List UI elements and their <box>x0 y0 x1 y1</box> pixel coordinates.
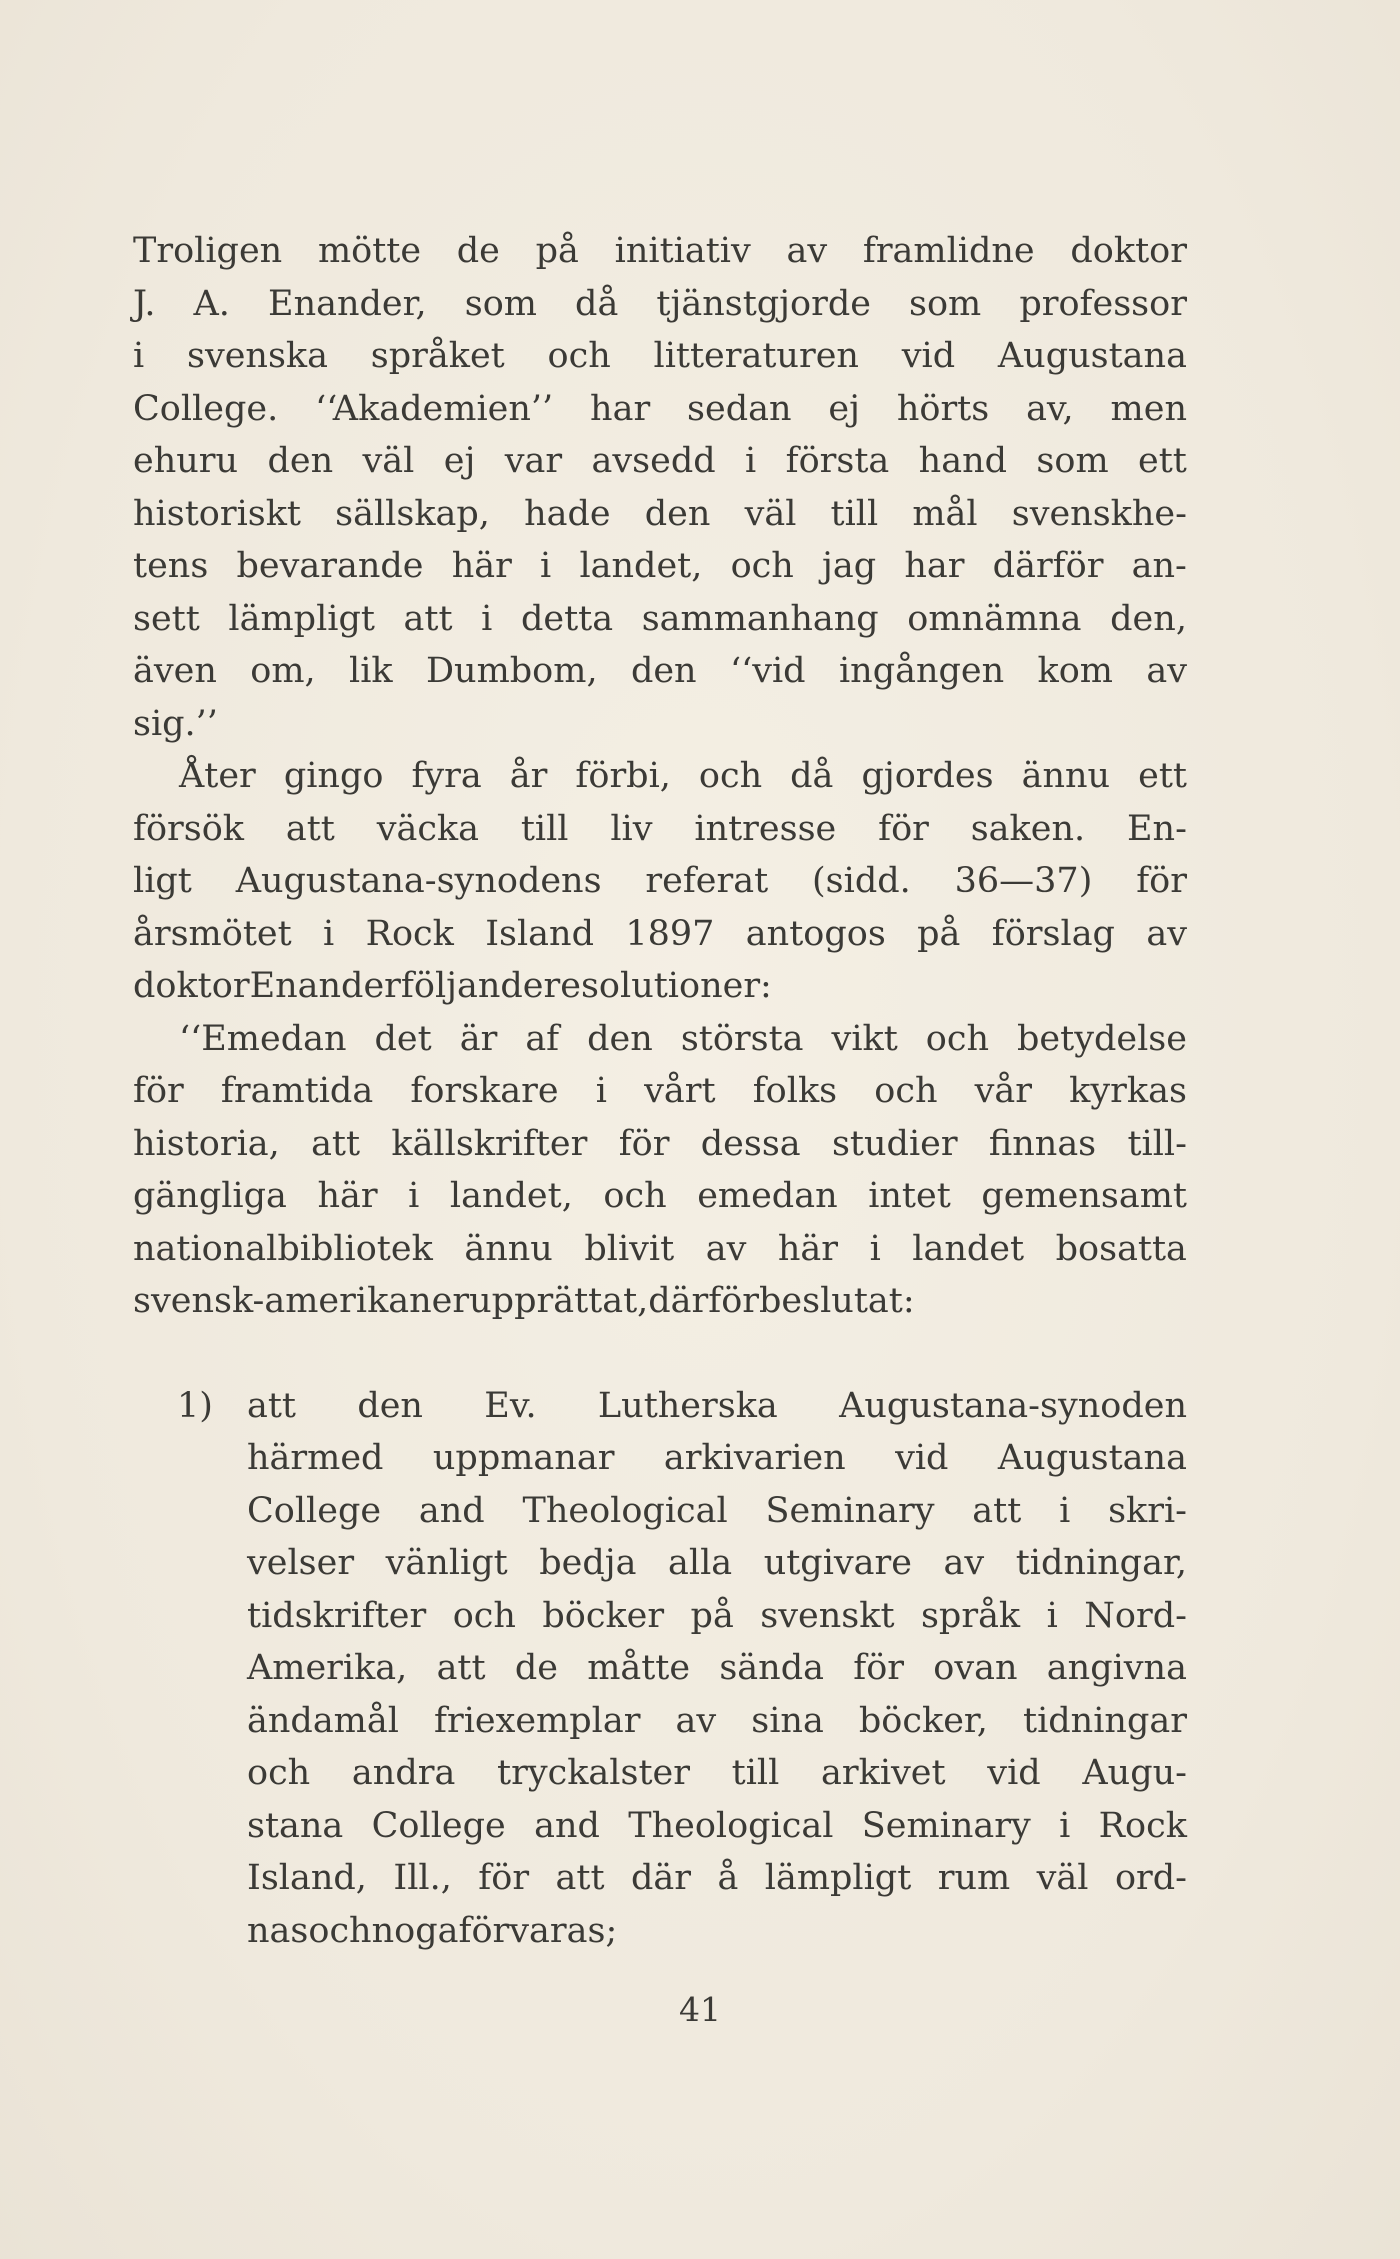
text-line <box>133 330 1187 383</box>
word: ‘‘Emedan <box>179 1018 347 1059</box>
word: J. <box>133 283 156 324</box>
word: då <box>790 756 834 796</box>
word: dessa <box>700 1123 801 1164</box>
word: men <box>1110 388 1187 429</box>
word: En- <box>1126 808 1187 849</box>
word: största <box>680 1018 804 1059</box>
word: av <box>1146 913 1187 954</box>
word: tryckalster <box>497 1753 690 1793</box>
word: väl <box>744 493 797 534</box>
word: sedan <box>687 388 792 429</box>
word: att <box>972 1490 1022 1531</box>
text-line <box>133 1065 1187 1118</box>
word: Augustana <box>997 1438 1187 1478</box>
word: doktor <box>133 966 250 1006</box>
word: landet, <box>449 1176 573 1216</box>
word: vänligt <box>385 1543 508 1583</box>
text-line <box>133 750 1187 803</box>
word: Seminary <box>765 1490 935 1531</box>
word: upprättat, <box>469 1281 649 1321</box>
word: andra <box>351 1753 456 1793</box>
word: sända <box>719 1648 824 1688</box>
word: här <box>451 546 512 586</box>
word: ett <box>1138 441 1187 481</box>
word: velser <box>247 1543 355 1583</box>
word: sina <box>751 1700 824 1741</box>
word: till <box>520 808 569 849</box>
word: att <box>285 808 335 849</box>
word: vid <box>987 1753 1041 1793</box>
word: kyrkas <box>1069 1071 1187 1111</box>
word: här <box>777 1228 839 1269</box>
word: Seminary <box>861 1805 1031 1846</box>
text-line <box>133 698 1187 751</box>
word: var <box>504 441 563 481</box>
word: detta <box>520 598 614 639</box>
word: hörts <box>896 388 990 429</box>
word: årsmötet <box>133 913 292 954</box>
word: uppmanar <box>432 1438 615 1478</box>
word: ett <box>1138 756 1187 796</box>
word: historia, <box>133 1123 280 1164</box>
text-line <box>247 1695 1187 1748</box>
word: och <box>603 1176 667 1216</box>
page-number: 41 <box>679 1990 721 2029</box>
word: väcka <box>376 808 480 849</box>
word: väl <box>362 441 415 481</box>
word: på <box>535 231 579 271</box>
word: den <box>630 651 697 691</box>
word: Ill., <box>393 1858 452 1898</box>
word: gjordes <box>861 756 994 796</box>
word: professor <box>1019 283 1187 324</box>
word: att <box>403 598 453 639</box>
word: Rock <box>365 913 454 954</box>
word: därför <box>992 546 1104 586</box>
word: stana <box>247 1805 344 1846</box>
list-number: 1) <box>177 1385 213 1426</box>
word: landet, <box>579 546 703 586</box>
word: blivit <box>584 1228 675 1269</box>
text-line <box>133 855 1187 908</box>
word: sig.’’ <box>133 703 218 744</box>
word: utgivare <box>763 1543 912 1583</box>
text-line <box>133 278 1187 331</box>
word: Åter <box>179 756 256 796</box>
word: tidningar <box>1023 1700 1187 1741</box>
word: ändamål <box>247 1700 399 1741</box>
word: vikt <box>831 1018 898 1059</box>
word: Enander <box>249 966 401 1006</box>
word: det <box>374 1018 432 1059</box>
word: mål <box>912 493 978 534</box>
word: emedan <box>697 1176 838 1216</box>
word: fyra <box>411 756 482 796</box>
word: böcker <box>542 1595 665 1636</box>
word: och <box>308 1910 372 1951</box>
word: som <box>464 283 537 324</box>
text-line <box>133 645 1187 698</box>
word: nationalbibliotek <box>133 1228 433 1269</box>
word: avsedd <box>591 441 716 481</box>
text-line <box>133 960 1187 1013</box>
word: de <box>514 1648 558 1688</box>
word: ej <box>443 441 476 481</box>
text-line <box>133 1170 1187 1223</box>
word: vårt <box>644 1071 716 1111</box>
word: i <box>595 1071 607 1111</box>
text-line <box>133 435 1187 488</box>
word: A. <box>193 283 230 324</box>
text-line <box>133 1013 1187 1066</box>
word: omnämna <box>907 598 1082 639</box>
word: har <box>590 388 651 429</box>
word: litteraturen <box>653 336 859 376</box>
word: lämpligt <box>228 598 375 639</box>
word: 1897 <box>625 913 715 954</box>
word: ovan <box>933 1648 1018 1688</box>
word: för <box>618 1123 670 1164</box>
text-line <box>247 1485 1187 1538</box>
word: an- <box>1131 546 1187 586</box>
word: tens <box>133 546 209 586</box>
word: som <box>909 283 982 324</box>
word: rum <box>937 1858 1011 1898</box>
word: i <box>1059 1805 1071 1846</box>
word: hand <box>918 441 1008 481</box>
word: liv <box>610 808 653 849</box>
word: nas <box>247 1910 309 1951</box>
word: antogos <box>745 913 886 954</box>
word: ‘‘vid <box>729 651 806 691</box>
word: initiativ <box>614 231 751 271</box>
word: Theological <box>628 1805 834 1846</box>
word: för <box>878 808 929 849</box>
word: finnas <box>988 1123 1097 1164</box>
word: betydelse <box>1017 1018 1187 1059</box>
word: som <box>1036 441 1109 481</box>
word: i <box>1046 1595 1058 1636</box>
word: och <box>698 756 763 796</box>
word: hade <box>524 493 611 534</box>
word: i <box>481 598 493 639</box>
word: till <box>830 493 879 534</box>
word: landet <box>912 1228 1025 1269</box>
word: av <box>705 1228 747 1269</box>
word: Augustana-synodens <box>235 861 602 901</box>
text-line <box>133 488 1187 541</box>
word: ej <box>828 388 860 429</box>
word: vår <box>974 1071 1033 1111</box>
word: att <box>247 1385 296 1426</box>
list-item-body <box>247 1380 1187 1958</box>
word: i <box>133 336 145 376</box>
word: jag <box>822 546 877 586</box>
word: framtida <box>220 1071 374 1111</box>
word: kom <box>1037 651 1113 691</box>
text-line <box>247 1380 1187 1433</box>
word: till- <box>1127 1123 1187 1164</box>
paragraph-2 <box>133 750 1187 1013</box>
body-text <box>133 225 1187 1957</box>
word: skri- <box>1108 1490 1187 1531</box>
word: den <box>587 1018 653 1059</box>
word: Ev. <box>484 1385 537 1426</box>
word: språk <box>920 1595 1021 1636</box>
word: den <box>644 493 711 534</box>
word: alla <box>668 1543 733 1583</box>
word: där <box>630 1858 691 1898</box>
word: resolutioner: <box>543 966 772 1006</box>
word: Augu- <box>1082 1753 1187 1793</box>
word: sällskap, <box>335 493 490 534</box>
word: härmed <box>247 1438 384 1478</box>
word: lämpligt <box>764 1858 912 1898</box>
word: sett <box>133 598 200 639</box>
word: Island, <box>247 1858 367 1898</box>
text-line <box>247 1905 1187 1958</box>
word: av, <box>1026 388 1074 429</box>
word: ord- <box>1114 1858 1187 1898</box>
word: i <box>323 913 335 954</box>
word: år <box>509 756 548 796</box>
text-line <box>133 1275 1187 1328</box>
word: väl <box>1036 1858 1089 1898</box>
text-line <box>133 908 1187 961</box>
word: därför <box>648 1281 760 1321</box>
paragraph-gap <box>133 1328 1187 1380</box>
text-line <box>133 593 1187 646</box>
word: är <box>459 1018 498 1059</box>
text-line <box>133 1118 1187 1171</box>
word: svensk-amerikaner <box>133 1281 470 1321</box>
text-line <box>247 1590 1187 1643</box>
word: gemensamt <box>981 1176 1187 1216</box>
word: svenskhe- <box>1011 493 1187 534</box>
word: studier <box>831 1123 958 1164</box>
word: för <box>478 1858 530 1898</box>
word: tidningar, <box>1015 1543 1187 1583</box>
word: och <box>874 1071 938 1111</box>
word: förbi, <box>575 756 671 796</box>
word: på <box>690 1595 734 1636</box>
word: bosatta <box>1055 1228 1187 1269</box>
word: beslutat: <box>759 1281 915 1321</box>
word: förslag <box>991 913 1115 954</box>
text-line <box>247 1432 1187 1485</box>
text-line <box>133 383 1187 436</box>
word: och <box>730 546 794 586</box>
word: College <box>247 1490 382 1531</box>
word: i <box>869 1228 881 1269</box>
word: här <box>317 1176 378 1216</box>
word: Augustana-synoden <box>839 1385 1187 1426</box>
word: den, <box>1110 598 1187 639</box>
word: College <box>371 1805 506 1846</box>
word: doktor <box>1070 231 1187 271</box>
word: språket <box>370 336 505 376</box>
word: bevarande <box>236 546 424 586</box>
word: sammanhang <box>641 598 879 639</box>
word: i <box>540 546 552 586</box>
word: Lutherska <box>597 1385 778 1426</box>
word: College. <box>133 388 279 429</box>
word: saken. <box>970 808 1086 849</box>
word: gängliga <box>133 1176 287 1216</box>
word: mötte <box>317 231 422 271</box>
word: Island <box>485 913 594 954</box>
word: arkivet <box>821 1753 946 1793</box>
word: och <box>547 336 611 376</box>
word: noga <box>371 1910 459 1951</box>
word: källskrifter <box>391 1123 588 1164</box>
word: Troligen <box>133 231 283 271</box>
text-line <box>247 1642 1187 1695</box>
text-line <box>133 1223 1187 1276</box>
word: för <box>853 1648 905 1688</box>
word: och <box>247 1753 311 1793</box>
word: Enander, <box>268 283 427 324</box>
word: ingången <box>838 651 1005 691</box>
word: vid <box>895 1438 949 1478</box>
paragraph-1 <box>133 225 1187 750</box>
word: har <box>904 546 965 586</box>
word: bedja <box>539 1543 637 1583</box>
word: av <box>786 231 828 271</box>
word: den <box>267 441 334 481</box>
word: om, <box>250 651 316 691</box>
word: böcker, <box>858 1700 988 1741</box>
word: för <box>133 1071 184 1111</box>
word: och <box>925 1018 990 1059</box>
word: att <box>311 1123 361 1164</box>
word: af <box>525 1018 560 1059</box>
word: förvaras; <box>458 1910 618 1951</box>
word: och <box>452 1595 516 1636</box>
word: i <box>745 441 757 481</box>
word: ehuru <box>133 441 239 481</box>
word: tidskrifter <box>247 1595 427 1636</box>
word: den <box>357 1385 423 1426</box>
word: and <box>418 1490 485 1531</box>
word: försök <box>133 808 244 849</box>
resolution-item-1 <box>133 1380 1187 1958</box>
word: Theological <box>522 1490 728 1531</box>
word: i <box>408 1176 420 1216</box>
word: även <box>133 651 217 691</box>
word: då <box>575 283 619 324</box>
word: svenska <box>186 336 329 376</box>
word: 36—37) <box>954 861 1093 901</box>
word: Dumbom, <box>425 651 598 691</box>
text-line <box>133 540 1187 593</box>
text-line <box>247 1800 1187 1853</box>
word: Amerika, <box>247 1648 408 1688</box>
word: friexemplar <box>434 1700 641 1741</box>
word: för <box>1136 861 1187 901</box>
word: Augustana <box>997 336 1187 376</box>
text-line <box>247 1747 1187 1800</box>
word: intresse <box>694 808 837 849</box>
word: på <box>917 913 961 954</box>
word: (sidd. <box>812 861 911 901</box>
word: lik <box>349 651 393 691</box>
word: å <box>717 1858 739 1898</box>
text-line <box>247 1852 1187 1905</box>
word: till <box>731 1753 780 1793</box>
word: referat <box>645 861 769 901</box>
word: första <box>785 441 890 481</box>
word: angivna <box>1046 1648 1187 1688</box>
text-line <box>133 803 1187 856</box>
word: måtte <box>587 1648 691 1688</box>
word: vid <box>901 336 956 376</box>
word: ‘‘Akademien’’ <box>315 388 554 429</box>
word: svenskt <box>760 1595 895 1636</box>
paragraph-3-quote <box>133 1013 1187 1328</box>
word: intet <box>868 1176 951 1216</box>
word: av <box>675 1700 717 1741</box>
word: att <box>436 1648 486 1688</box>
word: av <box>1146 651 1187 691</box>
word: Nord- <box>1084 1595 1187 1636</box>
word: ännu <box>1021 756 1111 796</box>
word: folks <box>752 1071 838 1111</box>
word: Rock <box>1098 1805 1187 1846</box>
word: de <box>456 231 500 271</box>
word: gingo <box>283 756 384 796</box>
word: framlidne <box>862 231 1035 271</box>
word: att <box>555 1858 605 1898</box>
word: följande <box>400 966 544 1006</box>
word: and <box>534 1805 600 1846</box>
word: tjänstgjorde <box>656 283 871 324</box>
word: arkivarien <box>663 1438 846 1478</box>
word: ligt <box>133 861 192 901</box>
text-line <box>247 1537 1187 1590</box>
word: historiskt <box>133 493 301 534</box>
text-line <box>133 225 1187 278</box>
word: forskare <box>410 1071 559 1111</box>
word: av <box>943 1543 985 1583</box>
word: i <box>1059 1490 1071 1531</box>
word: ännu <box>464 1228 553 1269</box>
